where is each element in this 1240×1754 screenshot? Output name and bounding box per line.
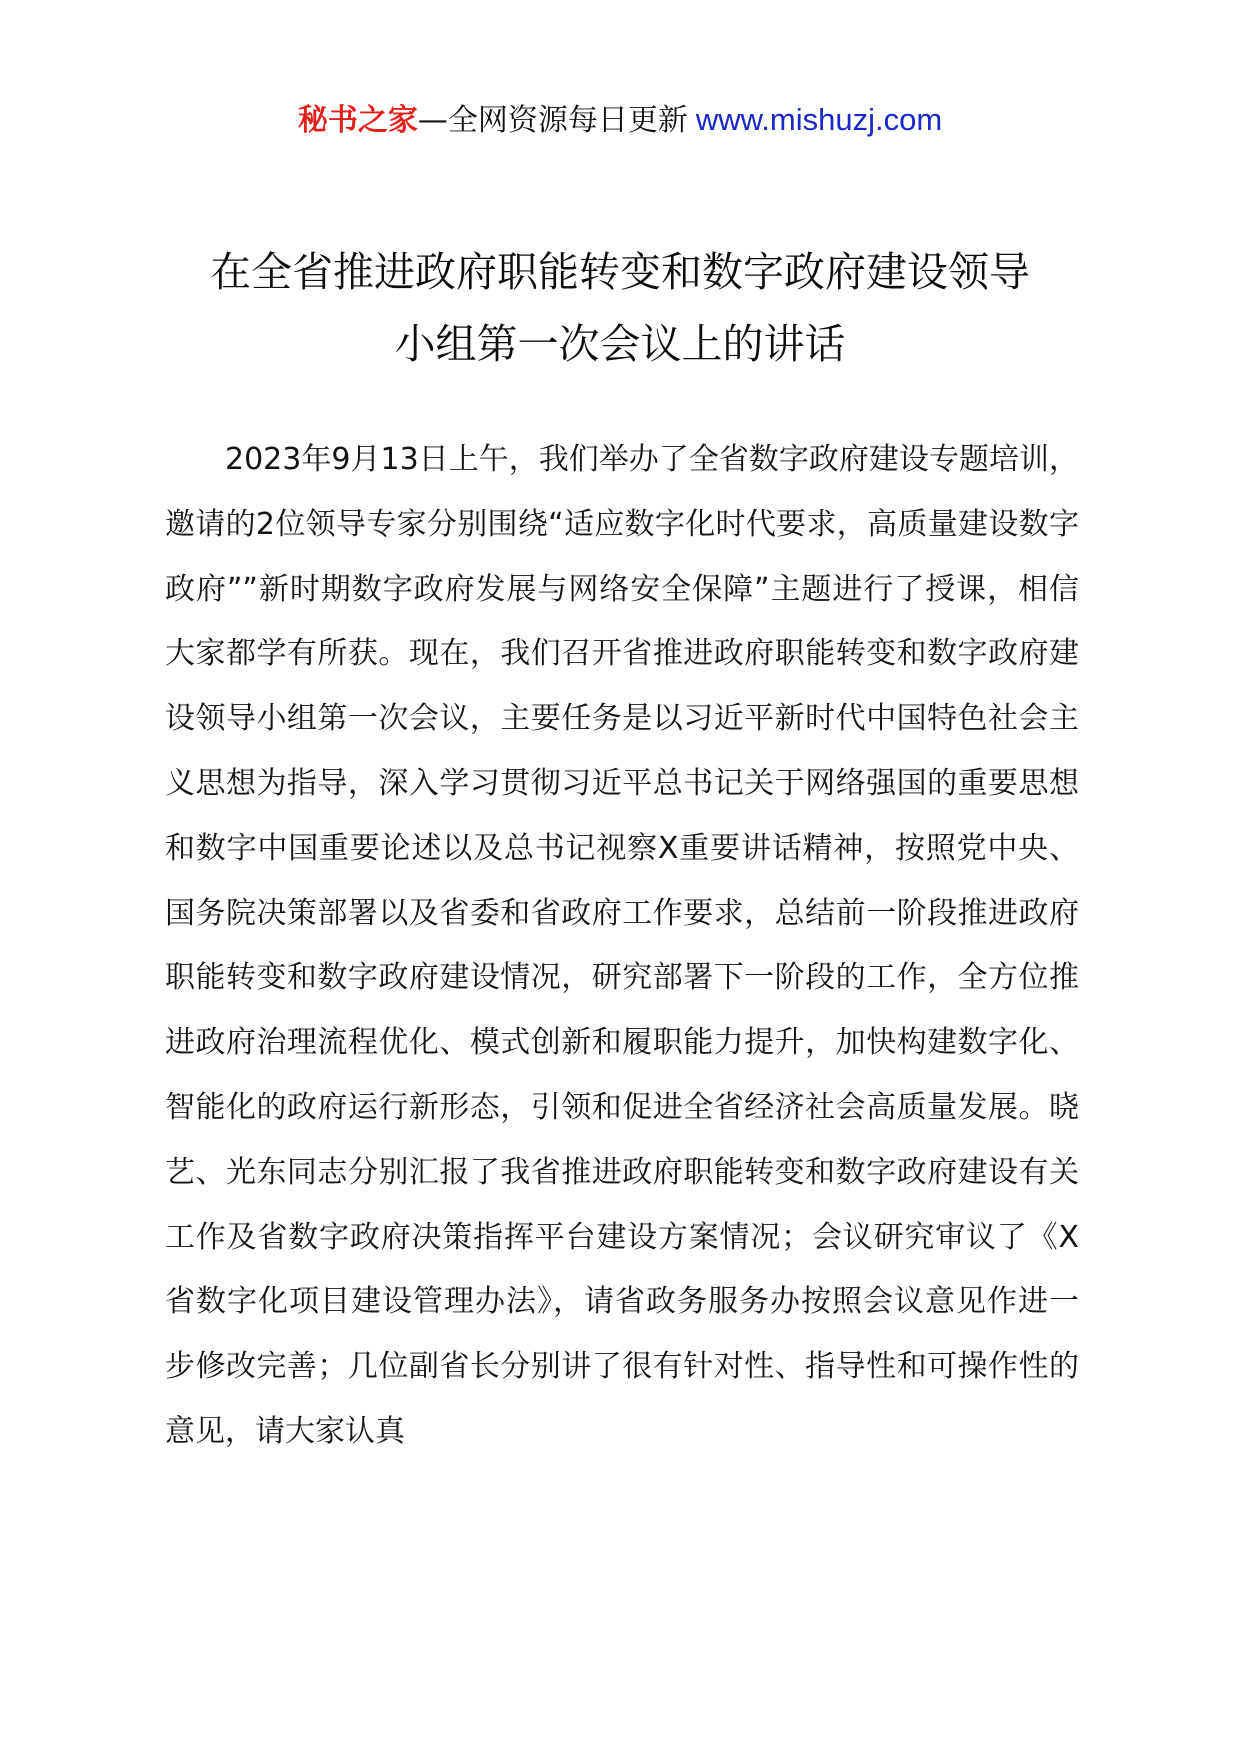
title-line-2: 小组第一次会议上的讲话 [394,320,846,368]
title-line-1: 在全省推进政府职能转变和数字政府建设领导 [210,248,1030,296]
site-slogan: —全网资源每日更新 [417,103,688,138]
site-header [0,100,1240,141]
body-paragraph: 2023年9月13日上午，我们举办了全省数字政府建设专题培训，邀请的2位领导专家分别围绕“适应数字化时代要求，高质量建设数字政府””新时期数字政府发展与网络安全保障”主题进行了授课，相信大家都学有所获。现在，我们召开省推进政府职能转变和数字政府建设领导小组第一次会议，主要任务是以习近平新时代中国特色社会主义思想为指导，深入学习贯彻习近平总书记关于网络强国的重要思想和数字中国重要论述以及总书记视察X重要讲话精神，按照党中央、国务院决策部署以及省委和省政府工作要求，总结前一阶段推进政府职能转变和数字政府建设情况，研究部署下一阶段的工作，全方位推进政府治理流程优化、模式创新和履职能力提升，加快构建数字化、智能化的政府运行新形态，引领和促进全省经济社会高质量发展。晓艺、光东同志分别汇报了我省推进政府职能转变和数字政府建设有关工作及省数字政府决策指挥平台建设方案情况；会议研究审议了《X省数字化项目建设管理办法》，请省政务服务办按照会议意见作进一步修改完善；几位副省长分别讲了很有针对性、指导性和可操作性的意见，请大家认真 [165,442,1079,1449]
site-url-link[interactable]: www.mishuzj.com [695,102,943,137]
document-title [150,236,1090,380]
site-name: 秘书之家 [297,103,418,138]
